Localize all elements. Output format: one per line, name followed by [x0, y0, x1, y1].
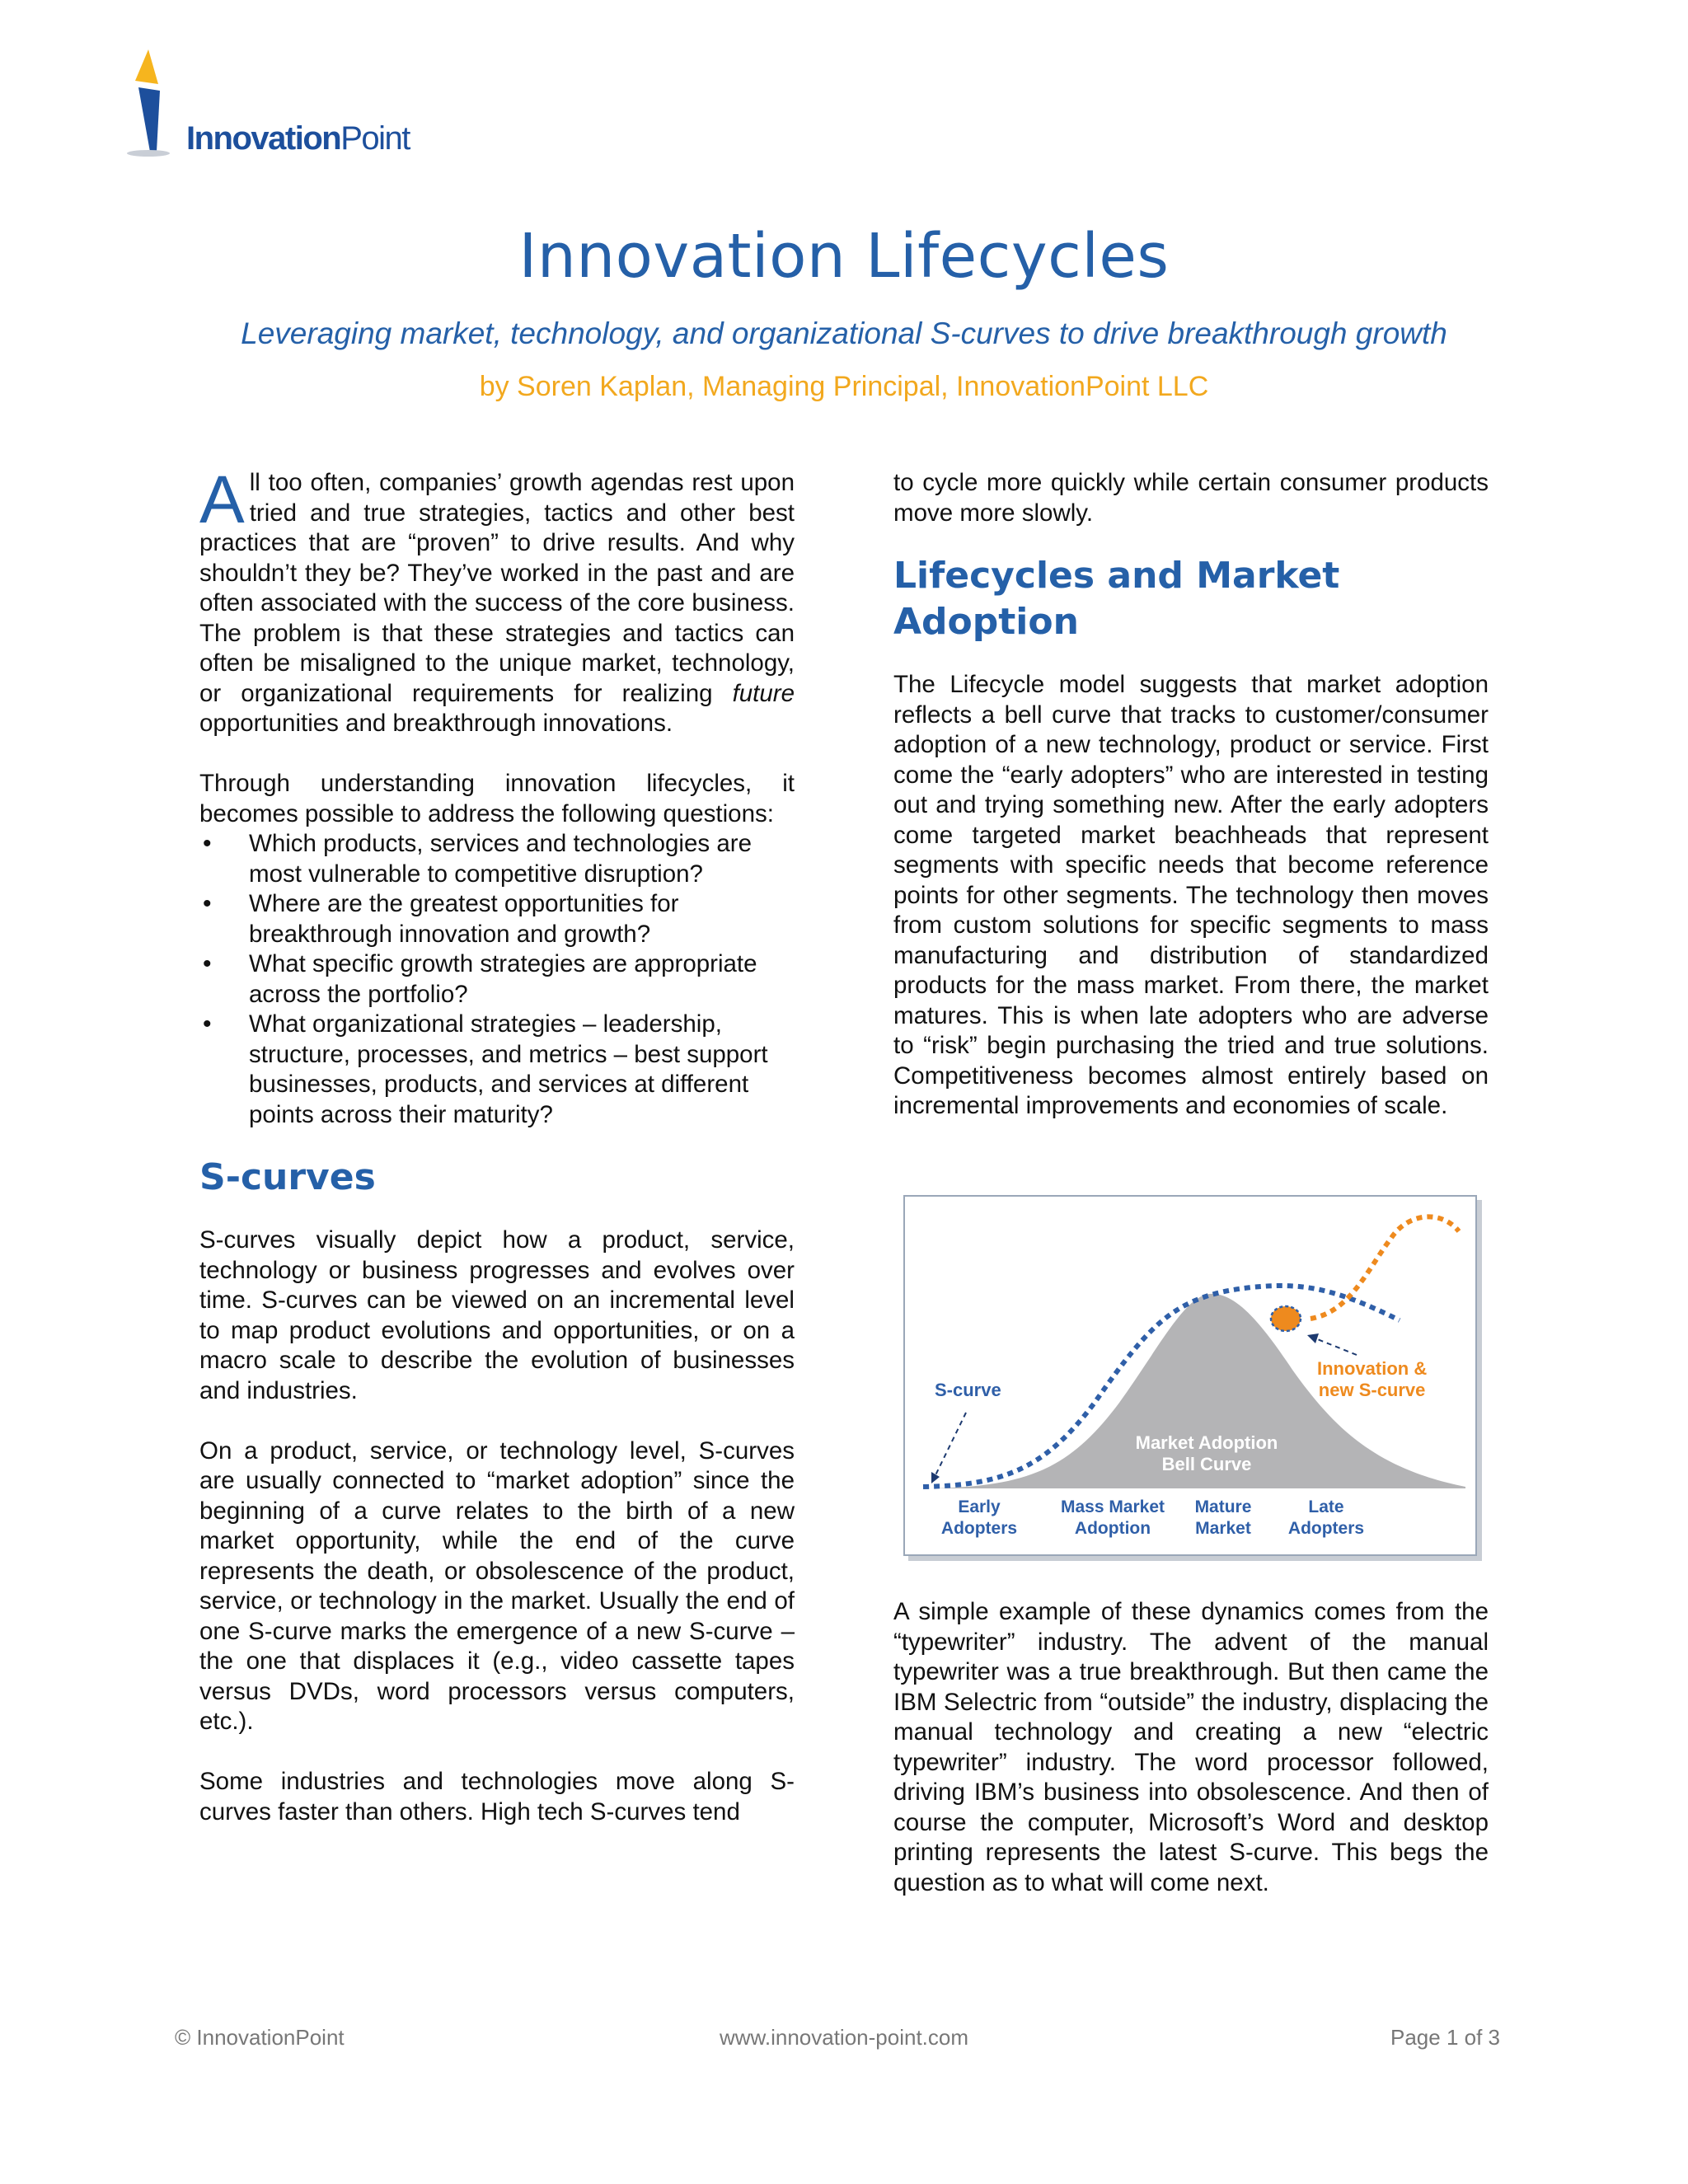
stage-label-mature-market: Mature Market [1194, 1497, 1252, 1538]
list-item: • What specific growth strategies are appropriate across the portfolio? [199, 949, 795, 1010]
right-column-lower [893, 1597, 1489, 1898]
scurves-paragraph-3: Some industries and technologies move along S-curves faster than others. High tech S-curves tend [199, 1768, 795, 1825]
intro-paragraph: All too often, companies’ growth agendas rest upon tried and true strategies, tactics and other best practices that are “proven” to drive results. And why shouldn’t they be? They’ve worked in the past and are often associated with the success of the core business. The problem is that these strategies and tactics can often be misaligned to the unique market, technology, or organizational requirements for realizing future opportunities and breakthrough innovations. [199, 462, 795, 737]
footer-page-number: Page 1 of 3 [1390, 2025, 1500, 2050]
innovation-label: Innovation & new S-curve [1317, 1358, 1428, 1400]
section-heading-adoption: Lifecycles and Market Adoption [893, 555, 1340, 643]
adoption-paragraph: The Lifecycle model suggests that market adoption reflects a bell curve that tracks to customer/consumer adoption of a new technology, product or service. First come the “early adopters” who are interested in testing out and trying something new. After the early adopters come targeted market beachheads that represent segments with specific needs that become reference points for other segments. The technology then moves from custom solutions for specific segments to mass manufacturing and distribution of standardized products for the mass market. From there, the market matures. This is when late adopters who are adverse to “risk” begin purchasing the tried and true solutions. Competitiveness becomes almost entirely based on incremental improvements and economies of scale. [893, 671, 1489, 1119]
logo-mark-icon [124, 48, 190, 163]
footer-copyright: © InnovationPoint [175, 2025, 345, 2050]
innovation-point-marker [1271, 1306, 1301, 1331]
drop-cap: A [199, 462, 245, 537]
section-heading-scurves: S-curves [199, 1156, 376, 1198]
questions-intro: Through understanding innovation lifecycles, it becomes possible to address the following questions: [199, 770, 795, 827]
list-item: • Which products, services and technologies are most vulnerable to competitive disruption? [199, 829, 795, 889]
stage-label-mass-market: Mass Market Adoption [1060, 1497, 1165, 1538]
lifecycle-figure [903, 1195, 1477, 1556]
scurve-label-arrow [935, 1413, 966, 1477]
footer-url[interactable]: www.innovation-point.com [719, 2025, 969, 2050]
left-column [199, 462, 795, 1827]
typewriter-example-paragraph: A simple example of these dynamics comes from the “typewriter” industry. The advent of the manual typewriter was a true breakthrough. But then came the IBM Selectric from “outside” the industry, displacing the manual technology and creating a new “electric typewriter” industry. The word processor followed, driving IBM’s business into obsolescence. And then of course the computer, Microsoft’s Word and desktop printing represents the latest S-curve. This begs the question as to what will come next. [893, 1598, 1489, 1896]
page-subtitle: Leveraging market, technology, and organizational S-curves to drive breakthrough growth [241, 316, 1447, 350]
list-item: • What organizational strategies – leadership, structure, processes, and metrics – best support businesses, products, and services at different points across their maturity? [199, 1010, 795, 1130]
bell-curve-label: Market Adoption Bell Curve [1135, 1432, 1278, 1474]
page-title: Innovation Lifecycles [518, 221, 1170, 292]
continued-paragraph: to cycle more quickly while certain consumer products move more slowly. [893, 469, 1489, 527]
innovation-label-arrow [1315, 1338, 1357, 1355]
new-scurve-line [1311, 1216, 1459, 1319]
questions-list [199, 829, 795, 1130]
scurve-label: S-curve [935, 1380, 1001, 1400]
logo-wordmark: InnovationPoint [186, 120, 410, 157]
list-item: • Where are the greatest opportunities for breakthrough innovation and growth? [199, 889, 795, 949]
author-byline: by Soren Kaplan, Managing Principal, InnovationPoint LLC [479, 371, 1209, 402]
innovationpoint-logo [124, 48, 420, 163]
scurves-paragraph-1: S-curves visually depict how a product, service, technology or business progresses and evolves over time. S-curves can be viewed on an incremental level to map product evolutions and opportunities, or on a macro scale to describe the evolution of businesses and industries. [199, 1226, 795, 1404]
stage-label-late-adopters: Late Adopters [1287, 1497, 1365, 1538]
scurves-paragraph-2: On a product, service, or technology level, S-curves are usually connected to “market adoption” since the beginning of a curve relates to the birth of a new market opportunity, while the end of the curve represents the death, or obsolescence of the product, service, or technology in the market. Usually the end of one S-curve marks the emergence of a new S-curve – the one that displaces it (e.g., video cassette tapes versus DVDs, word processors versus computers, etc.). [199, 1436, 795, 1735]
stage-label-early-adopters: Early Adopters [940, 1497, 1018, 1538]
right-column [893, 468, 1489, 1122]
